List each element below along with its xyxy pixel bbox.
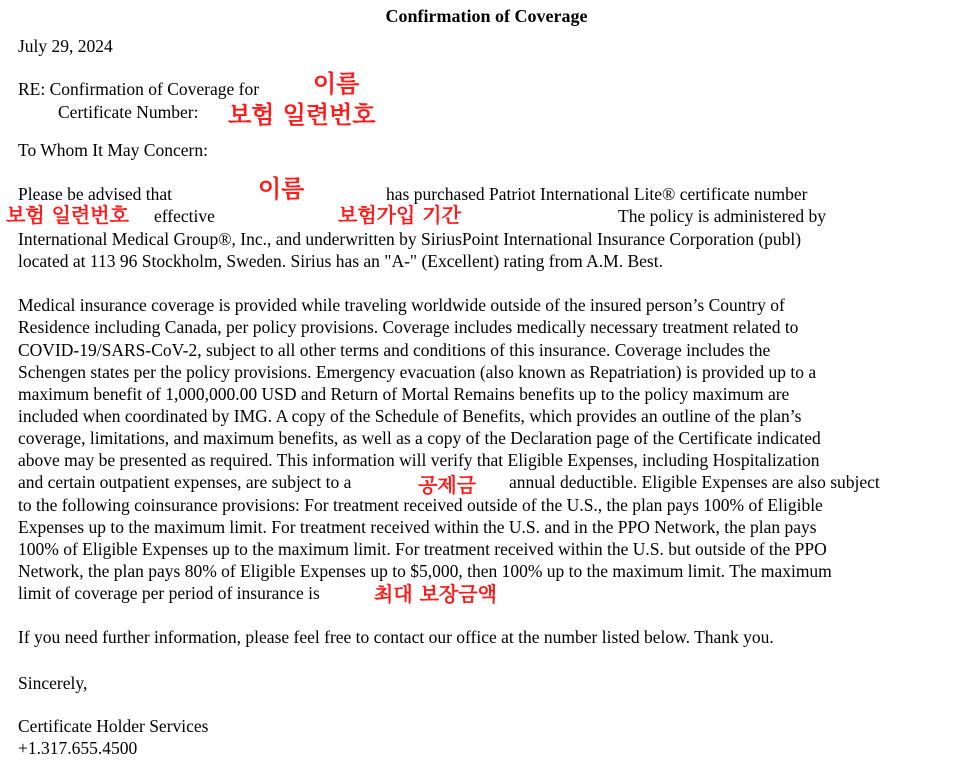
p2-line: COVID-19/SARS-CoV-2, subject to all other terms and conditions of this insurance. Coverage includes the xyxy=(18,340,771,360)
p2-line-14: limit of coverage per period of insurance is xyxy=(18,583,320,603)
p3-line: If you need further information, please feel free to contact our office at the number listed below. Thank you. xyxy=(18,627,774,647)
p2-line: Expenses up to the maximum limit. For treatment received within the U.S. and in the PPO Network, the plan pays xyxy=(18,517,817,537)
p1-line-1a: Please be advised that xyxy=(18,184,173,204)
p2-line: 100% of Eligible Expenses up to the maximum limit. For treatment received within the U.S. but outside of the PPO xyxy=(18,539,827,559)
annotation-maximum-amount: 최대 보장금액 xyxy=(374,582,497,606)
p1-line-2a: effective xyxy=(154,206,215,226)
p1-line-1b: has purchased Patriot International Lite® certificate number xyxy=(386,184,808,204)
p2-line: coverage, limitations, and maximum benefits, as well as a copy of the Declaration page of the Certificate indicated xyxy=(18,428,821,448)
closing: Sincerely, xyxy=(18,673,88,693)
annotation-name-2: 이름 xyxy=(258,175,305,203)
document-title: Confirmation of Coverage xyxy=(385,6,588,26)
p2-line: Medical insurance coverage is provided while traveling worldwide outside of the insured person’s Country of xyxy=(18,295,785,315)
p1-line-2b: The policy is administered by xyxy=(618,206,827,226)
phone-number: +1.317.655.4500 xyxy=(18,738,138,758)
p2-line: Schengen states per the policy provisions. Emergency evacuation (also known as Repatriation) is provided up to a xyxy=(18,362,817,382)
certificate-number-label: Certificate Number: xyxy=(58,102,199,122)
annotation-certificate-number: 보험 일련번호 xyxy=(228,101,376,129)
signer: Certificate Holder Services xyxy=(18,716,209,736)
p2-line-9b: annual deductible. Eligible Expenses are also subject xyxy=(509,472,880,492)
re-line: RE: Confirmation of Coverage for xyxy=(18,79,260,99)
p2-line: to the following coinsurance provisions: For treatment received outside of the U.S., the plan pays 100% of Eligible xyxy=(18,495,823,515)
p2-line-9a: and certain outpatient expenses, are subject to a xyxy=(18,472,352,492)
letter-date: July 29, 2024 xyxy=(18,36,113,56)
annotation-name: 이름 xyxy=(313,70,360,98)
p2-line: included when coordinated by IMG. A copy of the Schedule of Benefits, which provides an outline of the plan’s xyxy=(18,406,802,426)
p2-line: Residence including Canada, per policy provisions. Coverage includes medically necessary treatment related to xyxy=(18,317,799,337)
p2-line: maximum benefit of 1,000,000.00 USD and Return of Mortal Remains benefits up to the policy maximum are xyxy=(18,384,790,404)
p2-line: Network, the plan pays 80% of Eligible Expenses up to $5,000, then 100% up to the maximum limit. The maximum xyxy=(18,561,832,581)
annotation-certificate-number-2: 보험 일련번호 xyxy=(6,203,129,227)
annotation-coverage-period: 보험가입 기간 xyxy=(338,203,461,227)
p1-line-3: International Medical Group®, Inc., and underwritten by SiriusPoint International Insurance Corporation (publ) xyxy=(18,229,802,249)
p1-line-4: located at 113 96 Stockholm, Sweden. Sirius has an "A-" (Excellent) rating from A.M. Best. xyxy=(18,251,663,271)
salutation: To Whom It May Concern: xyxy=(18,140,208,160)
annotation-deductible: 공제금 xyxy=(418,473,476,497)
p2-line: above may be presented as required. This information will verify that Eligible Expenses, including Hospitalization xyxy=(18,450,820,470)
